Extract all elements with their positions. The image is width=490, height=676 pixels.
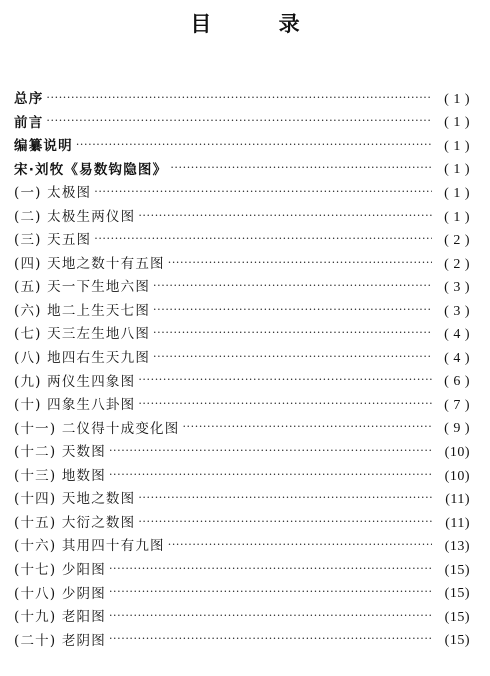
toc-entry-page-number: ( 9 ) xyxy=(444,421,470,437)
toc-entry-label: (五) 天一下生地六图 xyxy=(14,279,151,296)
dot-leader xyxy=(138,493,432,507)
dot-leader xyxy=(153,328,432,342)
toc-entry-label: (十一) 二仪得十成变化图 xyxy=(14,420,180,437)
toc-entry-label: (六) 地二上生天七图 xyxy=(14,302,151,319)
table-of-contents xyxy=(14,88,470,653)
toc-entry[interactable] xyxy=(14,112,470,136)
dot-leader xyxy=(94,187,432,201)
toc-entry-page-number: (10) xyxy=(444,444,470,460)
dot-leader xyxy=(153,352,432,366)
toc-entry[interactable] xyxy=(14,182,470,206)
toc-entry[interactable] xyxy=(14,535,470,559)
dot-leader xyxy=(138,399,432,413)
toc-entry[interactable] xyxy=(14,582,470,606)
toc-entry-page-number: (15) xyxy=(444,586,470,602)
toc-entry-label: (二) 太极生两仪图 xyxy=(14,208,136,225)
toc-entry-page-number: (10) xyxy=(444,468,470,484)
toc-entry-page-number: (11) xyxy=(445,515,470,531)
dot-leader xyxy=(153,305,432,319)
dot-leader xyxy=(138,375,432,389)
toc-entry-label: (九) 两仪生四象图 xyxy=(14,373,136,390)
toc-entry[interactable] xyxy=(14,371,470,395)
toc-entry-label: (三) 天五图 xyxy=(14,232,92,249)
dot-leader xyxy=(46,116,432,130)
toc-entry[interactable] xyxy=(14,206,470,230)
toc-entry-page-number: ( 1 ) xyxy=(444,185,470,201)
toc-entry-label: 前言 xyxy=(14,114,44,131)
toc-entry[interactable] xyxy=(14,630,470,654)
toc-entry-label: 编纂说明 xyxy=(14,138,73,155)
toc-entry[interactable] xyxy=(14,441,470,465)
toc-entry-page-number: ( 2 ) xyxy=(444,256,470,272)
toc-entry-label: (七) 天三左生地八图 xyxy=(14,326,151,343)
toc-entry-label: (十八) 少阴图 xyxy=(14,585,106,602)
toc-entry[interactable] xyxy=(14,229,470,253)
toc-entry-page-number: ( 2 ) xyxy=(444,233,470,249)
dot-leader xyxy=(46,93,432,107)
toc-entry-label: (十六) 其用四十有九图 xyxy=(14,538,165,555)
dot-leader xyxy=(138,517,432,531)
toc-entry-label: 宋·刘牧《易数钩隐图》 xyxy=(14,161,168,178)
toc-entry-page-number: ( 1 ) xyxy=(444,115,470,131)
toc-entry[interactable] xyxy=(14,465,470,489)
toc-entry-label: (十七) 少阳图 xyxy=(14,561,106,578)
toc-entry-page-number: ( 4 ) xyxy=(444,327,470,343)
dot-leader xyxy=(76,140,432,154)
toc-entry-page-number: (15) xyxy=(444,609,470,625)
dot-leader xyxy=(138,211,432,225)
toc-entry-page-number: (15) xyxy=(444,633,470,649)
toc-entry-label: (一) 太极图 xyxy=(14,185,92,202)
toc-entry[interactable] xyxy=(14,606,470,630)
toc-entry-page-number: ( 7 ) xyxy=(444,397,470,413)
toc-entry-label: (十) 四象生八卦图 xyxy=(14,397,136,414)
toc-entry-page-number: (15) xyxy=(444,562,470,578)
dot-leader xyxy=(109,564,432,578)
dot-leader xyxy=(109,446,432,460)
toc-entry-label: (十二) 天数图 xyxy=(14,444,106,461)
toc-entry-page-number: ( 1 ) xyxy=(444,138,470,154)
toc-entry-page-number: ( 1 ) xyxy=(444,209,470,225)
toc-entry-label: (十四) 天地之数图 xyxy=(14,491,136,508)
toc-entry-page-number: ( 3 ) xyxy=(444,303,470,319)
toc-entry[interactable] xyxy=(14,394,470,418)
toc-entry[interactable] xyxy=(14,253,470,277)
toc-entry-page-number: ( 6 ) xyxy=(444,374,470,390)
dot-leader xyxy=(182,422,432,436)
dot-leader xyxy=(170,163,432,177)
dot-leader xyxy=(109,587,432,601)
toc-entry[interactable] xyxy=(14,276,470,300)
toc-entry-label: 总序 xyxy=(14,91,44,108)
toc-entry[interactable] xyxy=(14,418,470,442)
toc-entry-label: (十九) 老阳图 xyxy=(14,609,106,626)
toc-entry-page-number: ( 1 ) xyxy=(444,162,470,178)
dot-leader xyxy=(153,281,432,295)
dot-leader xyxy=(109,611,432,625)
toc-entry-label: (四) 天地之数十有五图 xyxy=(14,255,165,272)
toc-entry-page-number: ( 3 ) xyxy=(444,280,470,296)
toc-entry[interactable] xyxy=(14,159,470,183)
toc-entry[interactable] xyxy=(14,512,470,536)
toc-entry[interactable] xyxy=(14,323,470,347)
toc-entry-label: (十三) 地数图 xyxy=(14,467,106,484)
page-title: 目 录 xyxy=(190,11,330,36)
toc-entry[interactable] xyxy=(14,300,470,324)
toc-entry[interactable] xyxy=(14,559,470,583)
toc-entry-page-number: ( 1 ) xyxy=(444,91,470,107)
dot-leader xyxy=(109,634,432,648)
dot-leader xyxy=(94,234,432,248)
toc-entry-label: (八) 地四右生天九图 xyxy=(14,350,151,367)
dot-leader xyxy=(168,540,432,554)
toc-entry-page-number: (11) xyxy=(445,492,470,508)
toc-entry[interactable] xyxy=(14,88,470,112)
toc-entry[interactable] xyxy=(14,488,470,512)
dot-leader xyxy=(168,258,432,272)
dot-leader xyxy=(109,470,432,484)
toc-entry-label: (十五) 大衍之数图 xyxy=(14,514,136,531)
toc-entry-label: (二十) 老阴图 xyxy=(14,632,106,649)
toc-entry[interactable] xyxy=(14,135,470,159)
toc-entry[interactable] xyxy=(14,347,470,371)
toc-entry-page-number: ( 4 ) xyxy=(444,350,470,366)
toc-entry-page-number: (13) xyxy=(444,539,470,555)
